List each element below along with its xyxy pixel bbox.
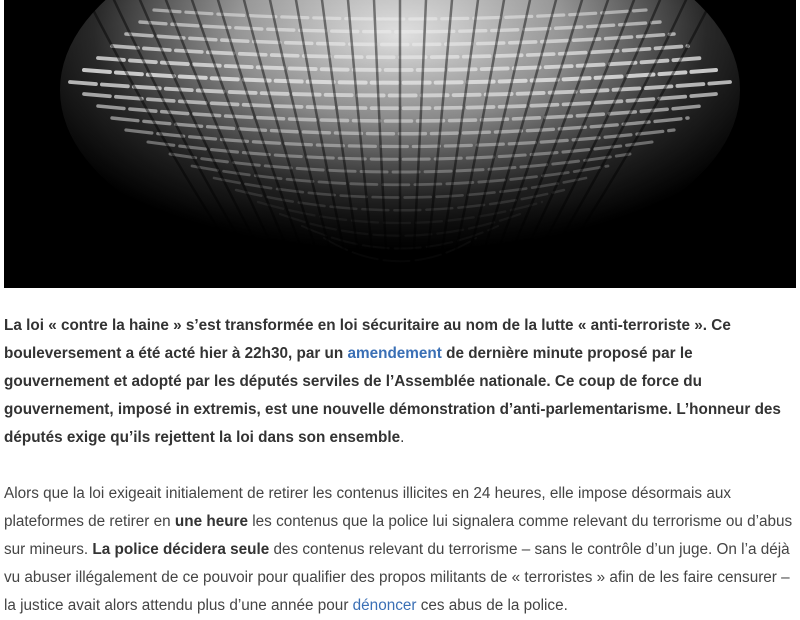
hero-image (4, 0, 796, 288)
article-body (4, 312, 796, 620)
denoncer-link[interactable]: dénoncer (352, 597, 417, 614)
body-text-1: Alors que la loi exigeait initialement de retirer les contenus illicites en 24 heures, elle impose désormais aux plateformes de retirer en (4, 485, 731, 530)
lead-text-end: . (400, 429, 405, 446)
body-text-2: les contenus que la police lui signalera comme relevant du terrorisme ou d’abus sur mineurs. (4, 513, 793, 558)
body-text-4: ces abus de la police. (416, 597, 568, 614)
amendement-link[interactable]: amendement (347, 345, 442, 362)
lead-paragraph (4, 312, 796, 452)
body-bold-1: une heure (174, 513, 249, 530)
hero-photo-wicker-texture (4, 0, 796, 288)
lead-text-1: La loi « contre la haine » s’est transformée en loi sécuritaire au nom de la lutte « anti-terroriste ». Ce bouleversement a été acté hier à 22h30, par un (4, 317, 731, 362)
body-bold-2: La police décidera seule (92, 541, 270, 558)
lead-text-2: de dernière minute proposé par le gouvernement et adopté par les députés serviles de l’Assemblée nationale. Ce coup de force du gouvernement, imposé in extremis, est une nouvelle démonstration d’anti-parlementarisme. L’honneur des députés exige qu’ils rejettent la loi dans son ensemble (4, 345, 781, 446)
body-text-3: des contenus relevant du terrorisme – sans le contrôle d’un juge. On l’a déjà vu abuser illégalement de ce pouvoir pour qualifier des propos militants de « terroristes » afin de les faire censurer – la justice avait alors attendu plus d’une année pour (4, 541, 790, 614)
body-paragraph (4, 480, 796, 620)
